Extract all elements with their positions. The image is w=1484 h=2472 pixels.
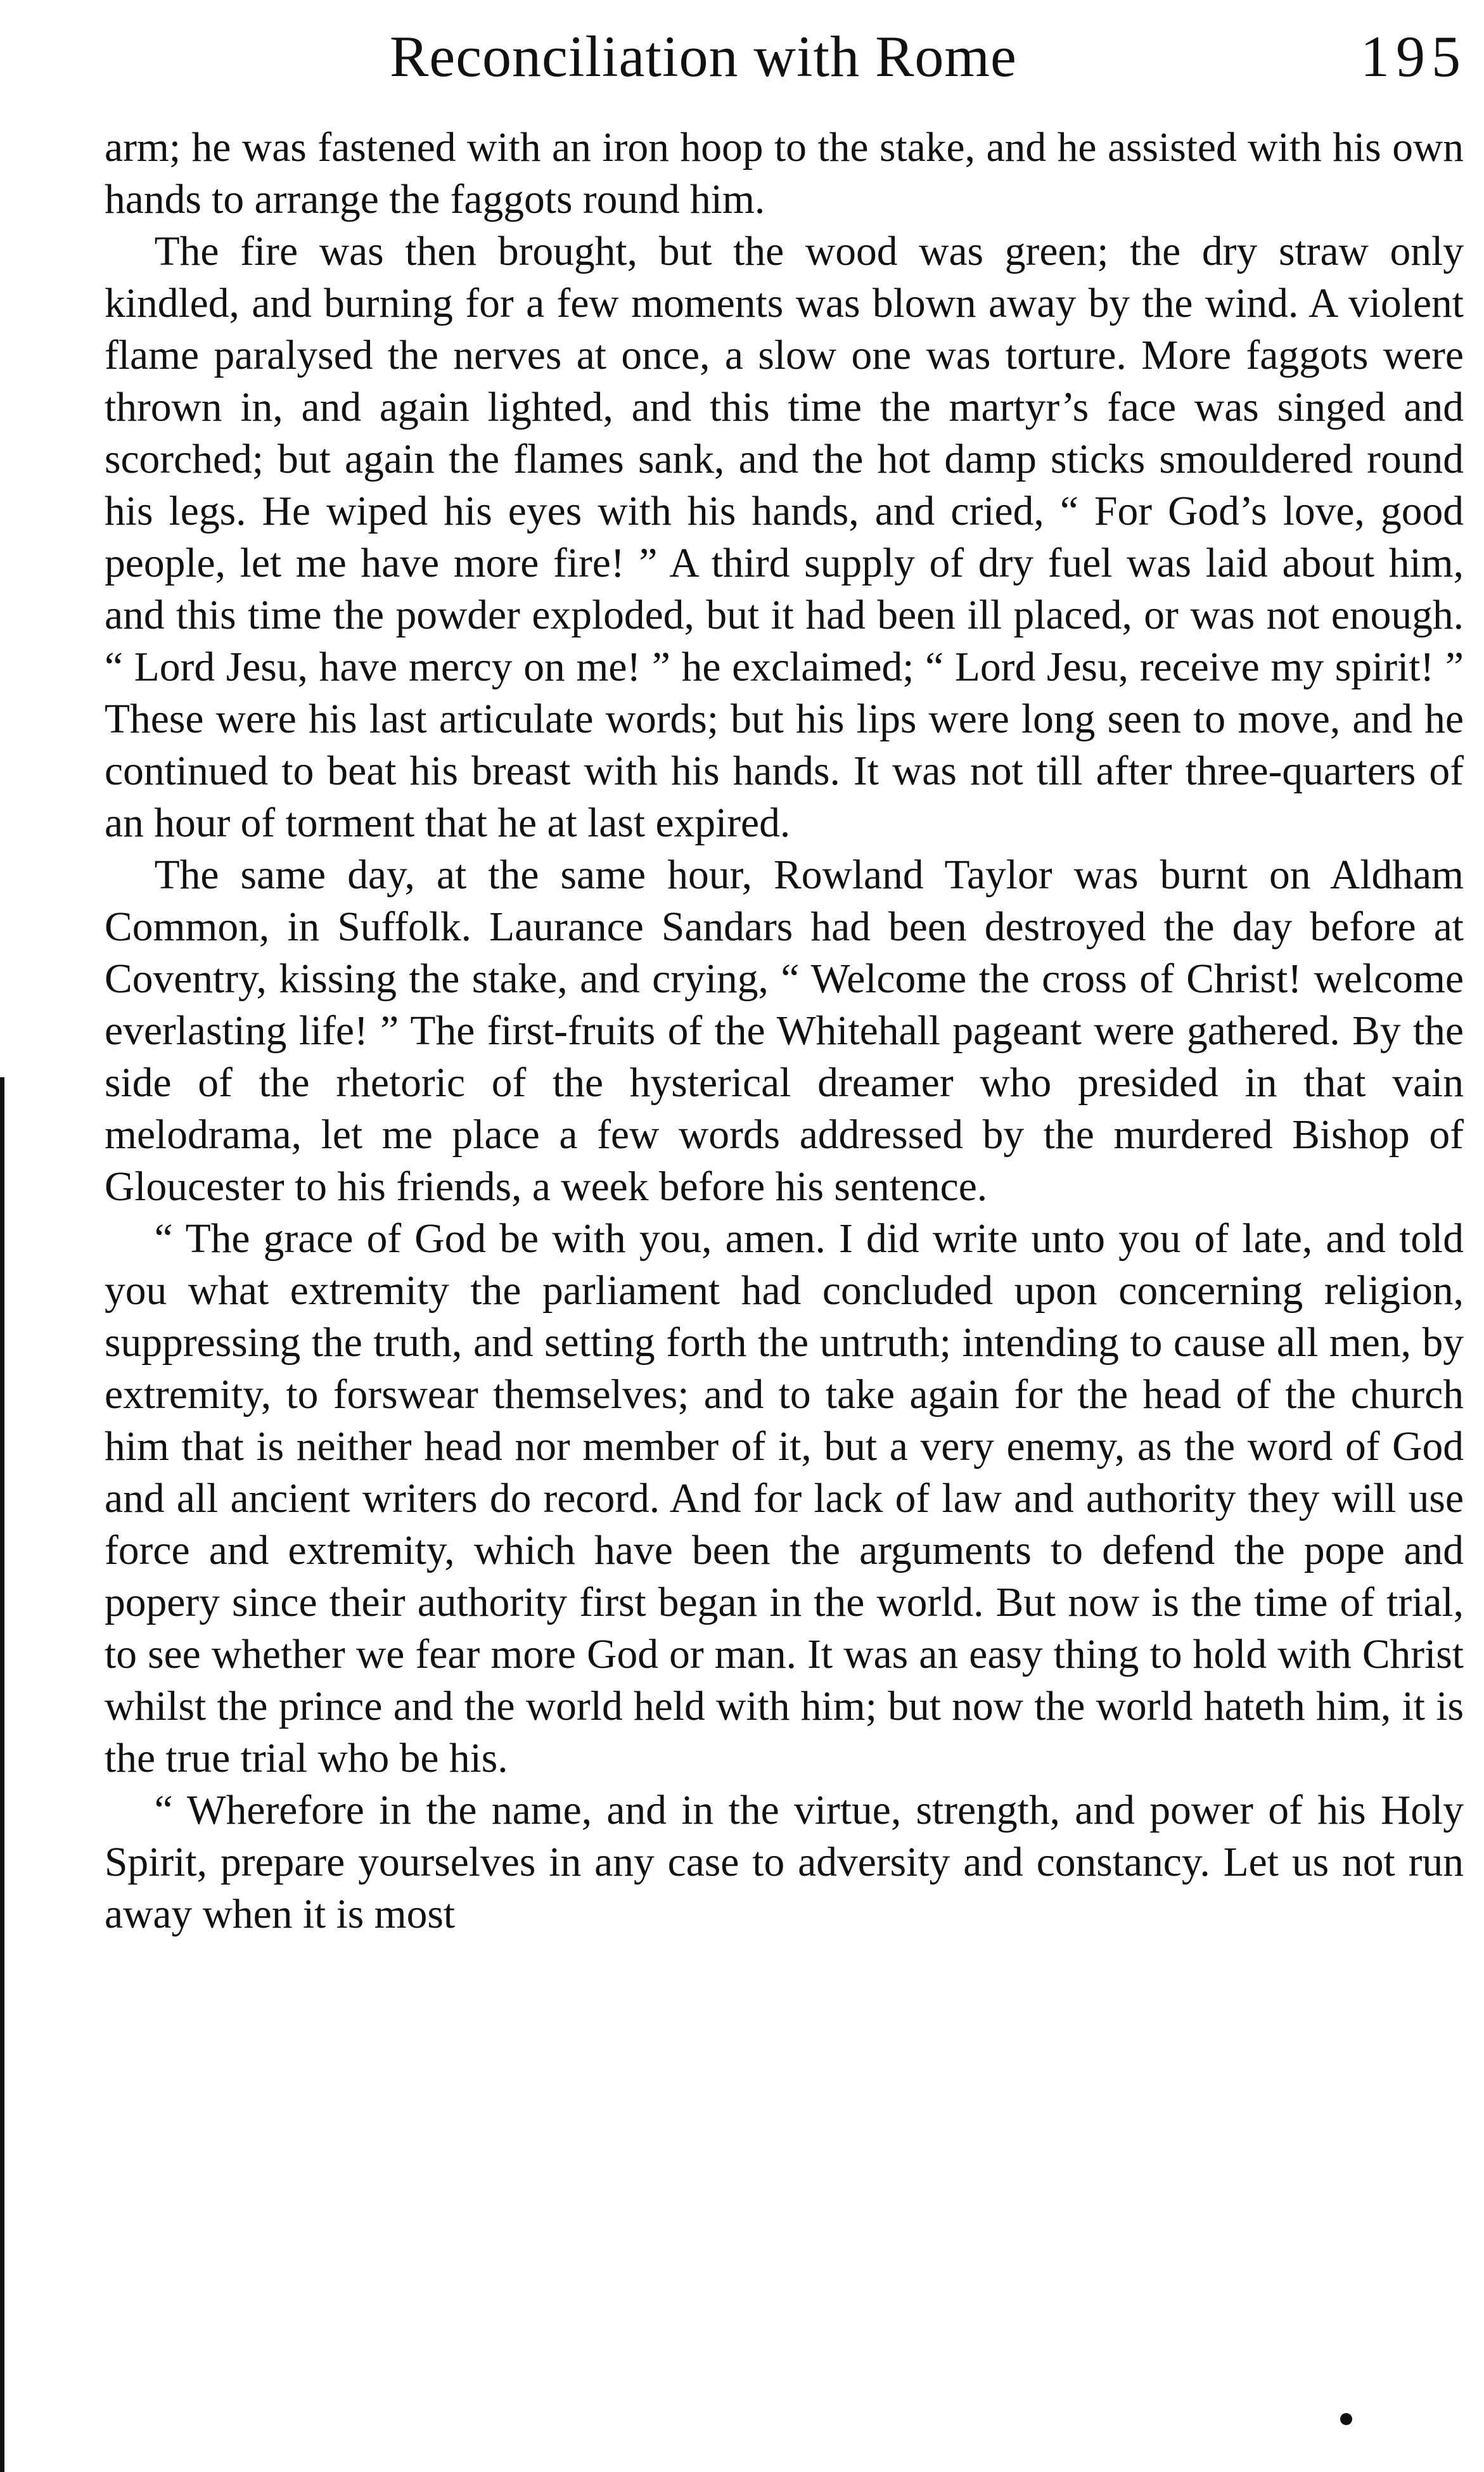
page-number: 195: [1360, 24, 1467, 89]
paragraph-3: The same day, at the same hour, Rowland Taylor was burnt on Aldham Common, in Suffolk. Laurance Sandars had been destroyed the day before at Coventry, kissing the stake, and crying, “ Welcome the cross of Christ! welcome everlasting life! ” The first-fruits of the Whitehall pageant were gathered. By the side of the rhetoric of the hysterical dreamer who presided in that vain melodrama, let me place a few words addressed by the murdered Bishop of Gloucester to his friends, a week before his sentence.: [105, 852, 1464, 1210]
paragraph-4: “ The grace of God be with you, amen. I did write unto you of late, and told you what extremity the parliament had concluded upon concerning religion, suppressing the truth, and setting forth the untruth; intending to cause all men, by extremity, to forswear themselves; and to take again for the head of the church him that is neither head nor member of it, but a very enemy, as the word of God and all ancient writers do record. And for lack of law and authority they will use force and extremity, which have been the arguments to defend the pope and popery since their authority first began in the world. But now is the time of trial, to see whether we fear more God or man. It was an easy thing to hold with Christ whilst the prince and the world held with him; but now the world hateth him, it is the true trial who be his.: [105, 1216, 1464, 1781]
body-text: [105, 122, 1464, 1940]
paragraph-5: “ Wherefore in the name, and in the virtue, strength, and power of his Holy Spirit, prepare yourselves in any case to adversity and constancy. Let us not run away when it is most: [105, 1788, 1464, 1937]
running-title: Reconciliation with Rome: [390, 24, 1017, 89]
page-dot-mark: [1340, 2413, 1352, 2425]
paragraph-2: The fire was then brought, but the wood was green; the dry straw only kindled, and burning for a few moments was blown away by the wind. A violent flame paralysed the nerves at once, a slow one was torture. More faggots were thrown in, and again lighted, and this time the martyr’s face was singed and scorched; but again the flames sank, and the hot damp sticks smouldered round his legs. He wiped his eyes with his hands, and cried, “ For God’s love, good people, let me have more fire! ” A third supply of dry fuel was laid about him, and this time the powder exploded, but it had been ill placed, or was not enough. “ Lord Jesu, have mercy on me! ” he exclaimed; “ Lord Jesu, receive my spirit! ” These were his last articulate words; but his lips were long seen to move, and he continued to beat his breast with his hands. It was not till after three-quarters of an hour of torment that he at last expired.: [105, 229, 1464, 846]
page-gutter-shadow: [0, 1077, 4, 2472]
running-header: [105, 22, 1467, 91]
paragraph-1: arm; he was fastened with an iron hoop to the stake, and he assisted with his own hands to arrange the faggots round him.: [105, 125, 1464, 222]
